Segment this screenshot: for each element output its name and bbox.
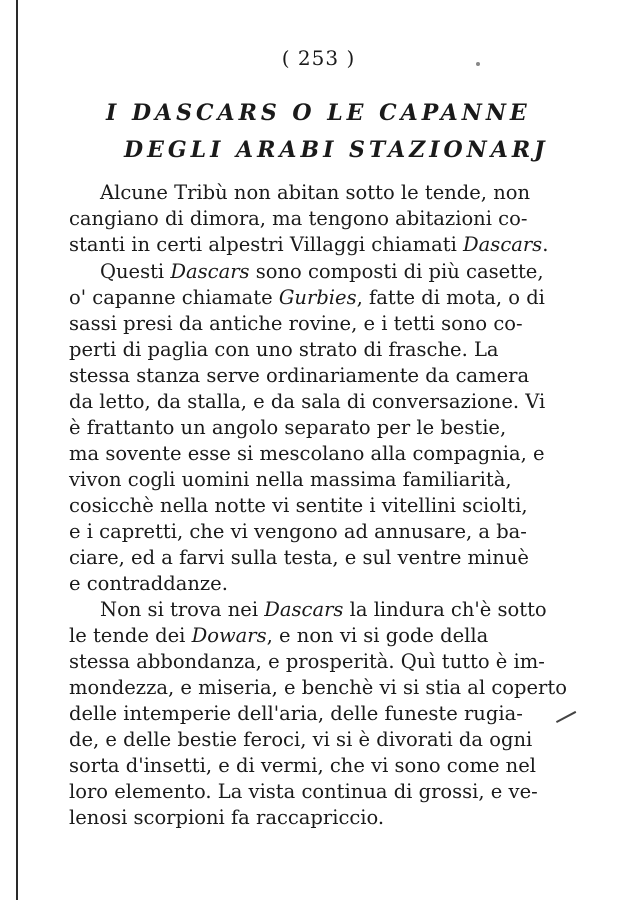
page-edge	[16, 0, 18, 900]
page-number: ( 253 )	[281, 46, 356, 70]
italic-term: Dascars	[170, 260, 250, 283]
text-line: le tende dei Dowars, e non vi si gode della	[69, 624, 489, 647]
chapter-title-line-1: I DASCARS O LE CAPANNE	[106, 100, 531, 126]
text-line: cangiano di dimora, ma tengono abitazioni co-	[69, 207, 528, 230]
text-line: e contraddanze.	[69, 572, 228, 595]
text-line: sassi presi da antiche rovine, e i tetti sono co-	[69, 312, 523, 335]
italic-term: Dascars	[264, 598, 344, 621]
text-line: stessa stanza serve ordinariamente da camera	[69, 364, 530, 387]
italic-term: Gurbies	[278, 286, 357, 309]
margin-mark	[556, 711, 576, 723]
text-line: ciare, ed a farvi sulla testa, e sul ventre minuè	[69, 546, 529, 569]
text-line: vivon cogli uomini nella massima familiarità,	[69, 468, 512, 491]
text-line: ma sovente esse si mescolano alla compagnia, e	[69, 442, 545, 465]
text-line: Questi Dascars sono composti di più casette,	[100, 260, 544, 283]
text-line: stanti in certi alpestri Villaggi chiamati Dascars.	[69, 233, 549, 256]
text-line: o' capanne chiamate Gurbies, fatte di mota, o di	[69, 286, 545, 309]
text-line: Alcune Tribù non abitan sotto le tende, non	[100, 181, 531, 204]
text-line: loro elemento. La vista continua di grossi, e ve-	[69, 780, 538, 803]
text-line: delle intemperie dell'aria, delle funeste rugia-	[69, 702, 523, 725]
text-line: Non si trova nei Dascars la lindura ch'è sotto	[100, 598, 547, 621]
text-line: è frattanto un angolo separato per le bestie,	[69, 416, 507, 439]
chapter-title-line-2: DEGLI ARABI STAZIONARJ	[124, 137, 549, 163]
text-line: lenosi scorpioni fa raccapriccio.	[69, 806, 385, 829]
text-line: e i capretti, che vi vengono ad annusare, a ba-	[69, 520, 527, 543]
text-line: mondezza, e miseria, e benchè vi si stia al coperto	[69, 676, 567, 699]
text-line: cosicchè nella notte vi sentite i vitellini sciolti,	[69, 494, 528, 517]
italic-term: Dowars	[191, 624, 267, 647]
text-line: de, e delle bestie feroci, vi si è divorati da ogni	[69, 728, 533, 751]
text-line: stessa abbondanza, e prosperità. Quì tutto è im-	[69, 650, 545, 673]
text-line: sorta d'insetti, e di vermi, che vi sono come nel	[69, 754, 537, 777]
italic-term: Dascars	[463, 233, 543, 256]
text-line: da letto, da stalla, e da sala di conversazione. Vi	[69, 390, 546, 413]
text-line: perti di paglia con uno strato di frasche. La	[69, 338, 499, 361]
